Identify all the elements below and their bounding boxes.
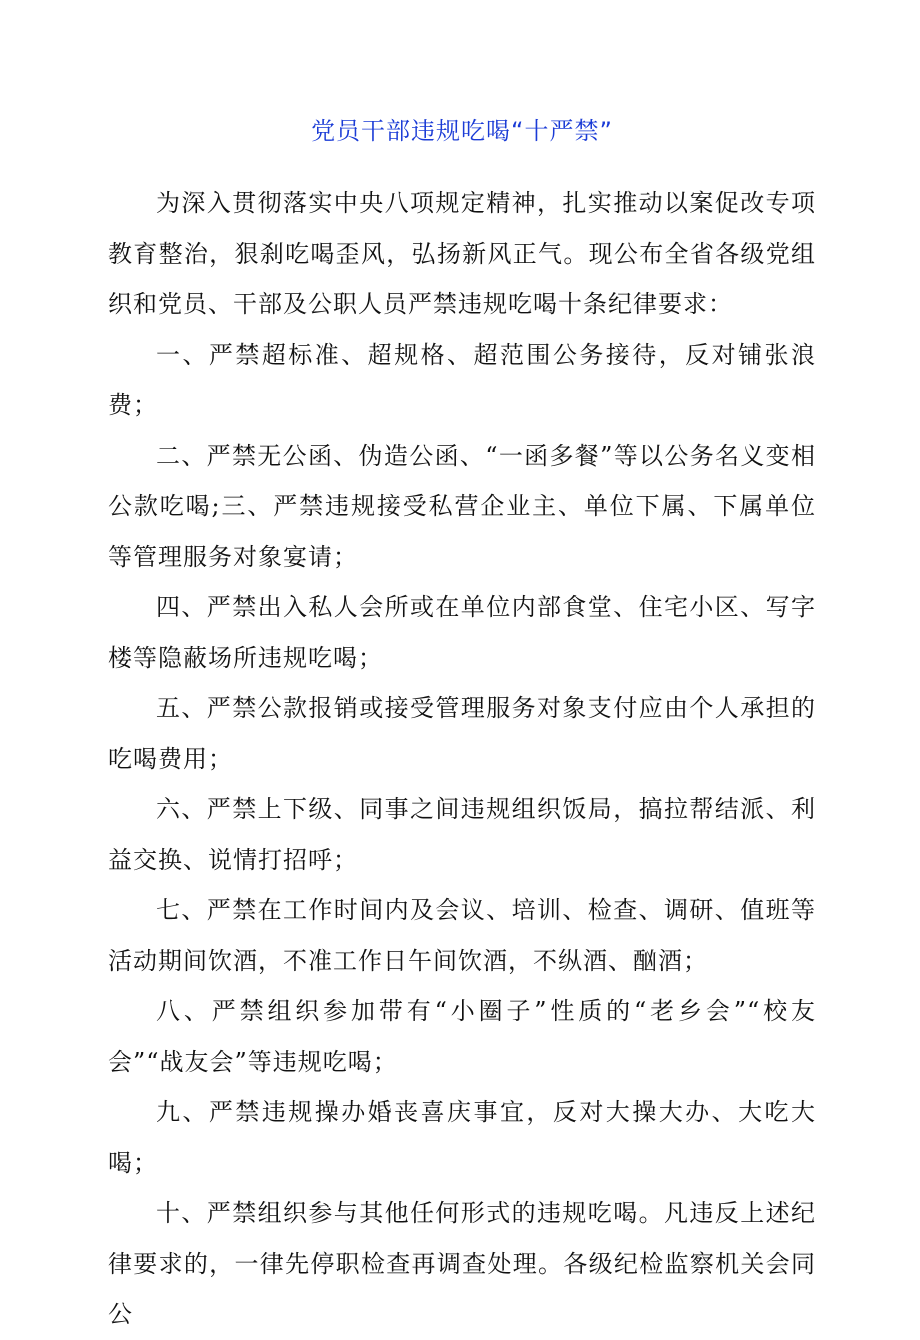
document-title: 党员干部违规吃喝“十严禁” [311,117,613,145]
rule-item-4: 四、严禁出入私人会所或在单位内部食堂、住宅小区、写字楼等隐蔽场所违规吃喝； [108,593,816,672]
rule-item-8: 八、严禁组织参加带有“小圈子”性质的“老乡会”“校友会”“战友会”等违规吃喝； [108,997,816,1076]
rule-item-6: 六、严禁上下级、同事之间违规组织饭局，搞拉帮结派、利益交换、说情打招呼； [108,795,816,874]
rule-item-1: 一、严禁超标准、超规格、超范围公务接待，反对铺张浪费； [108,340,816,419]
intro-paragraph: 为深入贯彻落实中央八项规定精神，扎实推动以案促改专项教育整治，狠刹吃喝歪风，弘扬新风正气。现公布全省各级党组织和党员、干部及公职人员严禁违规吃喝十条纪律要求： [108,189,816,318]
document-body [108,178,816,1340]
rule-item-10: 十、严禁组织参与其他任何形式的违规吃喝。凡违反上述纪律要求的，一律先停职检查再调查处理。各级纪检监察机关会同公 [108,1199,816,1328]
rule-item-2-3: 二、严禁无公函、伪造公函、“一函多餐”等以公务名义变相公款吃喝;三、严禁违规接受私营企业主、单位下属、下属单位等管理服务对象宴请； [108,441,816,571]
rule-item-7: 七、严禁在工作时间内及会议、培训、检查、调研、值班等活动期间饮酒，不准工作日午间饮酒，不纵酒、酗酒； [108,896,816,975]
rule-item-5: 五、严禁公款报销或接受管理服务对象支付应由个人承担的吃喝费用； [108,694,816,773]
rule-item-9: 九、严禁违规操办婚丧喜庆事宜，反对大操大办、大吃大喝； [108,1098,816,1177]
